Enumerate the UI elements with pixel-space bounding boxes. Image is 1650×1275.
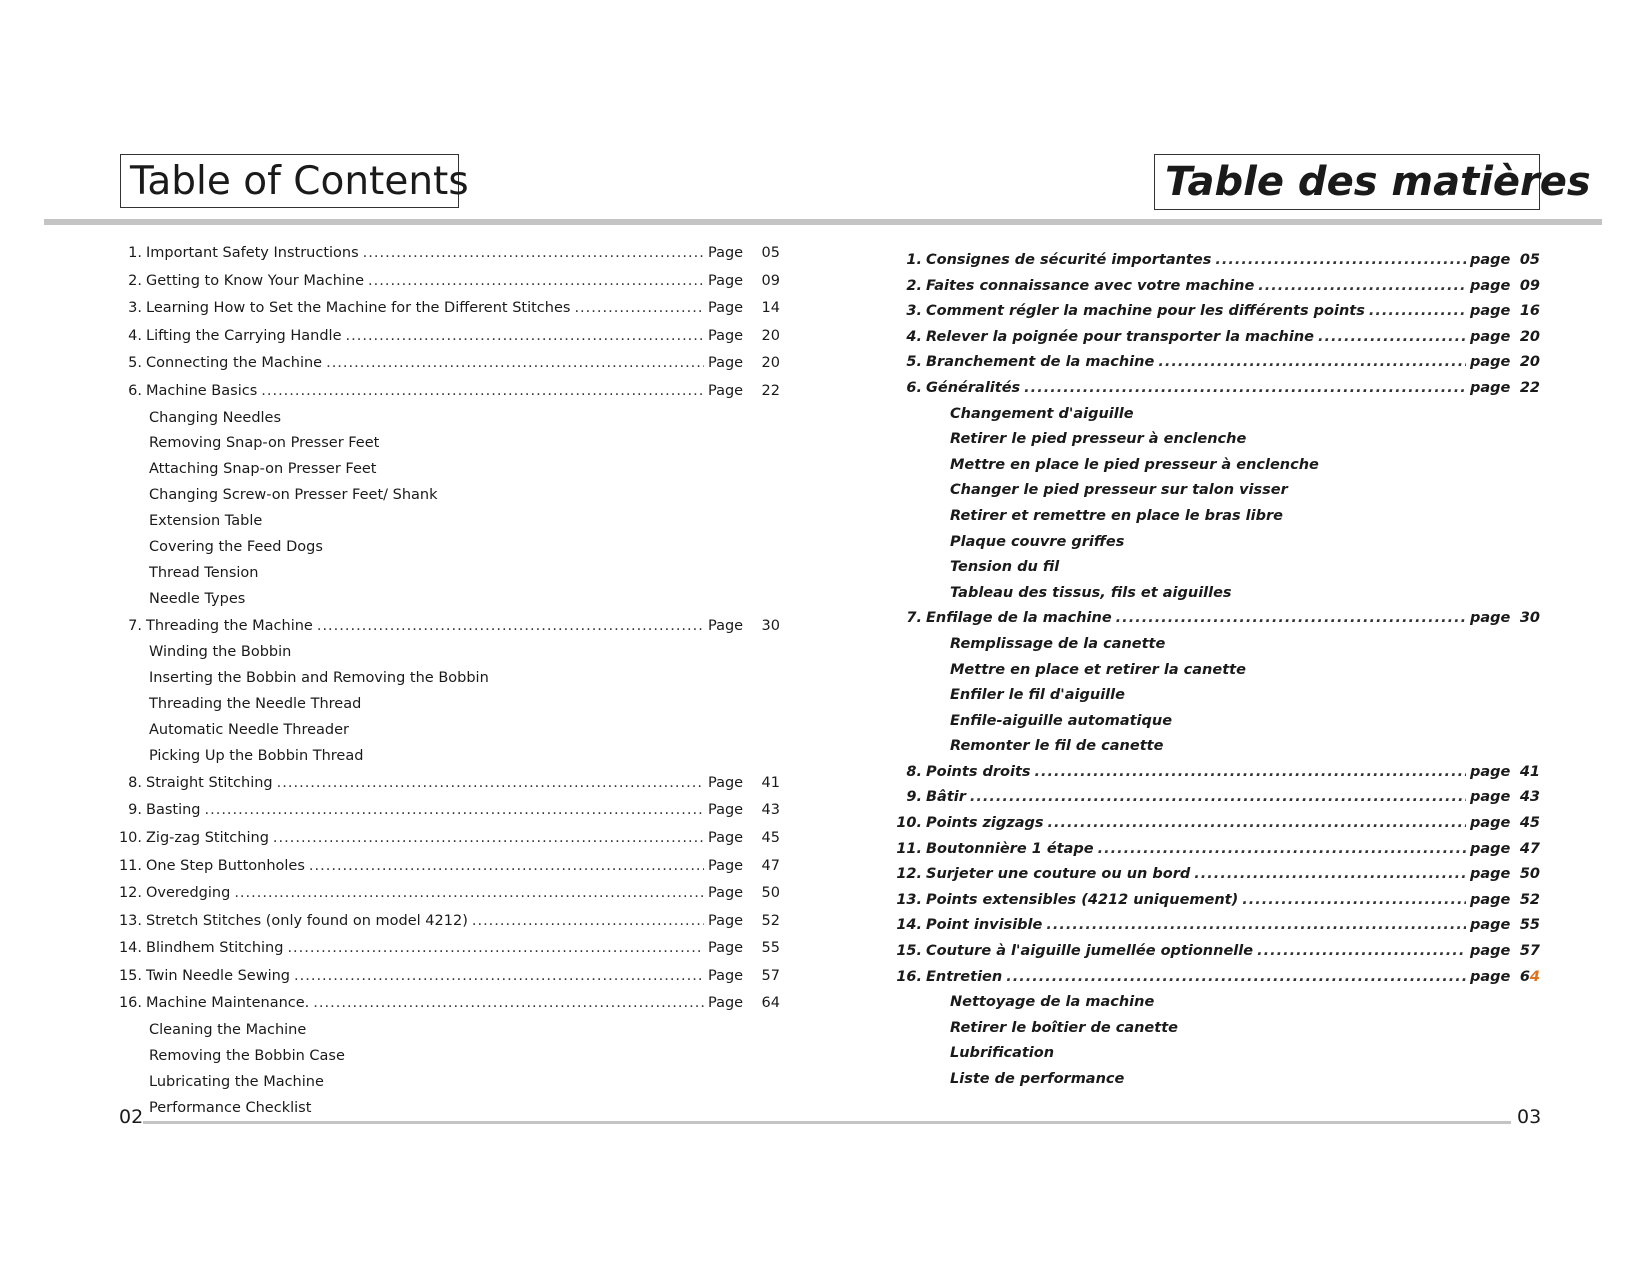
- toc-entry: [890, 913, 1540, 939]
- entry-number: 15.: [896, 943, 922, 960]
- entry-number: 2.: [906, 277, 922, 294]
- entry-page: 22: [1519, 379, 1540, 396]
- entry-title: Relever la poignée pour transporter la machine: [926, 328, 1314, 345]
- dot-leader: [1024, 376, 1466, 402]
- toc-entry: [890, 606, 1540, 632]
- toc-subentry: Extension Table: [149, 513, 263, 530]
- entry-number: 15.: [118, 967, 142, 984]
- toc-subentry: Thread Tension: [149, 564, 259, 581]
- entry-title: Comment régler la machine pour les différents points: [926, 303, 1365, 320]
- toc-subentry: Enfiler le fil d'aiguille: [950, 687, 1125, 704]
- toc-entry: [890, 299, 1540, 325]
- entry-title: Overedging: [146, 885, 231, 902]
- entry-page: 41: [1519, 763, 1540, 780]
- dot-leader: [294, 963, 704, 991]
- page-label: Page: [708, 617, 744, 634]
- toc-entry: [890, 837, 1540, 863]
- dot-leader: [1369, 299, 1466, 325]
- toc-subentry: Enfile-aiguille automatique: [950, 712, 1173, 729]
- page-label: Page: [708, 967, 744, 984]
- toc-subentry: Plaque couvre griffes: [950, 533, 1125, 550]
- dot-leader: [363, 240, 704, 268]
- toc-entry: [890, 376, 1540, 402]
- page-label: page: [1470, 789, 1511, 806]
- entry-number: 10.: [118, 829, 142, 846]
- toc-subentry: Threading the Needle Thread: [149, 696, 362, 713]
- entry-page: 52: [761, 912, 780, 929]
- dot-leader: [1258, 274, 1466, 300]
- entry-number: 7.: [906, 610, 922, 627]
- page-label: Page: [708, 327, 744, 344]
- entry-page: 55: [1519, 917, 1540, 934]
- dot-leader: [970, 785, 1466, 811]
- toc-entry: [110, 350, 780, 378]
- page-number-right: 03: [1517, 1106, 1542, 1128]
- entry-title: Twin Needle Sewing: [146, 967, 291, 984]
- entry-page: 09: [1519, 277, 1540, 294]
- entry-title: Bâtir: [926, 789, 966, 806]
- entry-page: 05: [1519, 252, 1540, 268]
- toc-entry: [110, 323, 780, 351]
- entry-title: Boutonnière 1 étape: [926, 840, 1094, 857]
- entry-title: Stretch Stitches (only found on model 4212): [146, 912, 468, 929]
- entry-page: 47: [1519, 840, 1540, 857]
- dot-leader: [205, 797, 705, 825]
- toc-subentry: Covering the Feed Dogs: [149, 539, 323, 556]
- entry-page: [1512, 965, 1540, 991]
- entry-page: 43: [761, 802, 780, 819]
- page-label: page: [1470, 328, 1511, 345]
- entry-page: 20: [1519, 354, 1540, 371]
- toc-french: [890, 248, 1540, 1093]
- entry-title: Entretien: [926, 968, 1003, 985]
- entry-title: Couture à l'aiguille jumellée optionnelle: [926, 943, 1254, 960]
- toc-subentry: Changer le pied presseur sur talon visser: [950, 482, 1288, 499]
- dot-leader: [1116, 606, 1466, 632]
- toc-subentry: Liste de performance: [950, 1071, 1125, 1087]
- toc-entry: [890, 939, 1540, 965]
- toc-subentry: Mettre en place et retirer la canette: [950, 661, 1246, 678]
- toc-entry: [890, 811, 1540, 837]
- toc-subentry: Changing Screw-on Presser Feet/ Shank: [149, 487, 438, 504]
- dot-leader: [574, 295, 704, 323]
- entry-title: Points extensibles (4212 uniquement): [926, 891, 1239, 908]
- entry-number: 12.: [896, 866, 922, 883]
- toc-subentry: Attaching Snap-on Presser Feet: [149, 461, 377, 478]
- page-label: Page: [708, 245, 744, 261]
- page-label: page: [1470, 917, 1511, 934]
- page-label: page: [1470, 840, 1511, 857]
- entry-page: 55: [761, 940, 780, 957]
- dot-leader: [309, 853, 704, 881]
- entry-page: 20: [761, 327, 780, 344]
- entry-title: Machine Basics: [146, 382, 258, 399]
- toc-entry: [890, 350, 1540, 376]
- toc-entry: [110, 240, 780, 268]
- toc-subentry: Retirer et remettre en place le bras libre: [950, 507, 1283, 524]
- toc-subentry: Inserting the Bobbin and Removing the Bobbin: [149, 670, 489, 687]
- entry-title: Getting to Know Your Machine: [146, 272, 365, 289]
- entry-page: 16: [1519, 303, 1540, 320]
- entry-page: 22: [761, 382, 780, 399]
- page-label: Page: [708, 802, 744, 819]
- page-label: page: [1470, 968, 1511, 985]
- toc-entry: [110, 880, 780, 908]
- toc-entry: [110, 613, 780, 641]
- entry-title: Lifting the Carrying Handle: [146, 327, 342, 344]
- entry-number: 4.: [128, 327, 142, 344]
- entry-number: 13.: [118, 912, 142, 929]
- toc-subentry: Remonter le fil de canette: [950, 738, 1164, 755]
- dot-leader: [273, 825, 704, 853]
- dot-leader: [346, 323, 704, 351]
- entry-page: 45: [761, 829, 780, 846]
- toc-subentry: Tableau des tissus, fils et aiguilles: [950, 584, 1232, 601]
- page-label: Page: [708, 355, 744, 372]
- toc-entry: [890, 325, 1540, 351]
- dot-leader: [287, 935, 704, 963]
- toc-entry: [110, 378, 780, 406]
- toc-subentry: Lubrification: [950, 1045, 1055, 1062]
- toc-subentry: Removing the Bobbin Case: [149, 1047, 345, 1064]
- entry-number: 1.: [906, 252, 922, 268]
- entry-title: Généralités: [926, 379, 1021, 396]
- entry-title: Points droits: [926, 763, 1031, 780]
- entry-page: 41: [761, 774, 780, 791]
- toc-subentry: Needle Types: [149, 590, 246, 607]
- dot-leader: [317, 613, 704, 641]
- page-label: Page: [708, 912, 744, 929]
- toc-entry: [890, 785, 1540, 811]
- entry-page: 30: [1519, 610, 1540, 627]
- page-label: page: [1470, 815, 1511, 832]
- dot-leader: [1257, 939, 1466, 965]
- toc-title-french: Table des matières: [1154, 154, 1540, 210]
- entry-page: 57: [761, 967, 780, 984]
- entry-page: 47: [761, 857, 780, 874]
- toc-entry: [890, 965, 1540, 991]
- dot-leader: [277, 770, 704, 798]
- toc-entry: [890, 760, 1540, 786]
- entry-page: 64: [761, 995, 780, 1012]
- entry-number: 6.: [128, 382, 142, 399]
- toc-entry: [110, 908, 780, 936]
- entry-title: Consignes de sécurité importantes: [926, 252, 1212, 268]
- toc-subentry: Cleaning the Machine: [149, 1022, 307, 1039]
- toc-entry: [110, 295, 780, 323]
- page-number-left: 02: [119, 1106, 144, 1128]
- toc-entry: [110, 268, 780, 296]
- entry-number: 3.: [906, 303, 922, 320]
- page-label: Page: [708, 995, 744, 1012]
- entry-page: 43: [1519, 789, 1540, 806]
- entry-number: 8.: [128, 774, 142, 791]
- toc-subentry: Picking Up the Bobbin Thread: [149, 747, 364, 764]
- dot-leader: [1046, 913, 1466, 939]
- entry-number: 6.: [906, 379, 922, 396]
- toc-subentry: Nettoyage de la machine: [950, 994, 1155, 1011]
- entry-title: Zig-zag Stitching: [146, 829, 269, 846]
- toc-subentry: Retirer le pied presseur à enclenche: [950, 431, 1247, 448]
- toc-subentry: Performance Checklist: [149, 1099, 312, 1116]
- page-label: page: [1470, 891, 1511, 908]
- page-label: Page: [708, 940, 744, 957]
- entry-title: One Step Buttonholes: [146, 857, 305, 874]
- entry-number: 7.: [128, 617, 142, 634]
- entry-title: Connecting the Machine: [146, 355, 323, 372]
- entry-page: 09: [761, 272, 780, 289]
- page-label: page: [1470, 763, 1511, 780]
- dot-leader: [1318, 325, 1466, 351]
- entry-title: Point invisible: [926, 917, 1043, 934]
- entry-number: 14.: [118, 940, 142, 957]
- page-label: Page: [708, 857, 744, 874]
- dot-leader: [1215, 248, 1466, 274]
- entry-number: 16.: [896, 968, 922, 985]
- toc-subentry: Automatic Needle Threader: [149, 721, 350, 738]
- page-label: page: [1470, 303, 1511, 320]
- entry-title: Straight Stitching: [146, 774, 273, 791]
- entry-number: 9.: [128, 802, 142, 819]
- dot-leader: [261, 378, 704, 406]
- dot-leader: [1158, 350, 1466, 376]
- entry-number: 4.: [906, 328, 922, 345]
- toc-subentry: Removing Snap-on Presser Feet: [149, 435, 380, 452]
- toc-entry: [110, 853, 780, 881]
- page-label: Page: [708, 829, 744, 846]
- entry-title: Surjeter une couture ou un bord: [926, 866, 1191, 883]
- entry-number: 2.: [128, 272, 142, 289]
- entry-page: 20: [761, 355, 780, 372]
- entry-number: 3.: [128, 300, 142, 317]
- entry-page: 50: [1519, 866, 1540, 883]
- toc-entry: [110, 935, 780, 963]
- page-label: Page: [708, 272, 744, 289]
- entry-title: Branchement de la machine: [926, 354, 1155, 371]
- entry-title: Learning How to Set the Machine for the Different Stitches: [146, 300, 571, 317]
- dot-leader: [1035, 760, 1466, 786]
- entry-page: 52: [1519, 891, 1540, 908]
- dot-leader: [368, 268, 704, 296]
- toc-subentry: Retirer le boîtier de canette: [950, 1019, 1178, 1036]
- entry-title: Basting: [146, 802, 201, 819]
- dot-leader: [1098, 837, 1466, 863]
- entry-page: 45: [1519, 815, 1540, 832]
- footer-divider: [143, 1121, 1511, 1124]
- entry-page: 50: [761, 885, 780, 902]
- page-label: Page: [708, 382, 744, 399]
- toc-subentry: Remplissage de la canette: [950, 635, 1166, 652]
- entry-number: 11.: [118, 857, 142, 874]
- toc-entry: [110, 797, 780, 825]
- entry-title: Threading the Machine: [146, 617, 313, 634]
- page-label: page: [1470, 866, 1511, 883]
- entry-number: 5.: [906, 354, 922, 371]
- toc-entry: [110, 990, 780, 1018]
- page-label: page: [1470, 610, 1511, 627]
- toc-entry: [890, 248, 1540, 274]
- toc-subentry: Winding the Bobbin: [149, 644, 292, 661]
- entry-page: 05: [761, 245, 780, 261]
- entry-page: 57: [1519, 943, 1540, 960]
- page-label: page: [1470, 252, 1511, 268]
- entry-page: 14: [761, 300, 780, 317]
- page-label: Page: [708, 885, 744, 902]
- toc-subentry: Lubricating the Machine: [149, 1073, 324, 1090]
- page-label: page: [1470, 277, 1511, 294]
- entry-page: 20: [1519, 328, 1540, 345]
- entry-number: 14.: [896, 917, 922, 934]
- toc-entry: [890, 888, 1540, 914]
- entry-number: 11.: [896, 840, 922, 857]
- page-label: Page: [708, 300, 744, 317]
- entry-title: Important Safety Instructions: [146, 245, 359, 261]
- toc-english: [110, 240, 780, 1122]
- dot-leader: [313, 990, 704, 1018]
- page-label: page: [1470, 354, 1511, 371]
- entry-title: Points zigzags: [926, 815, 1044, 832]
- dot-leader: [234, 880, 704, 908]
- entry-page-digit: 6: [1519, 968, 1530, 985]
- entry-number: 9.: [906, 789, 922, 806]
- dot-leader: [1006, 965, 1466, 991]
- dot-leader: [1194, 862, 1466, 888]
- entry-number: 1.: [128, 245, 142, 261]
- entry-number: 10.: [896, 815, 922, 832]
- entry-number: 16.: [118, 995, 142, 1012]
- entry-title: Enfilage de la machine: [926, 610, 1112, 627]
- entry-number: 12.: [118, 885, 142, 902]
- toc-entry: [110, 770, 780, 798]
- toc-entry: [890, 274, 1540, 300]
- toc-subentry: Tension du fil: [950, 559, 1060, 576]
- toc-entry: [110, 963, 780, 991]
- page-label: page: [1470, 379, 1511, 396]
- dot-leader: [1048, 811, 1466, 837]
- entry-number: 8.: [906, 763, 922, 780]
- header-divider: [44, 219, 1602, 225]
- dot-leader: [326, 350, 704, 378]
- toc-title-english: Table of Contents: [120, 154, 459, 208]
- entry-page-digit-accent: 4: [1529, 968, 1540, 985]
- page-label: Page: [708, 774, 744, 791]
- page-label: page: [1470, 943, 1511, 960]
- entry-number: 13.: [896, 891, 922, 908]
- toc-entry: [890, 862, 1540, 888]
- entry-number: 5.: [128, 355, 142, 372]
- toc-entry: [110, 825, 780, 853]
- entry-title: Faites connaissance avec votre machine: [926, 277, 1255, 294]
- toc-subentry: Changing Needles: [149, 409, 282, 426]
- entry-title: Machine Maintenance.: [146, 995, 310, 1012]
- toc-subentry: Mettre en place le pied presseur à enclenche: [950, 456, 1319, 473]
- entry-title: Blindhem Stitching: [146, 940, 284, 957]
- entry-page: 30: [761, 617, 780, 634]
- dot-leader: [472, 908, 704, 936]
- toc-subentry: Changement d'aiguille: [950, 405, 1134, 422]
- dot-leader: [1242, 888, 1466, 914]
